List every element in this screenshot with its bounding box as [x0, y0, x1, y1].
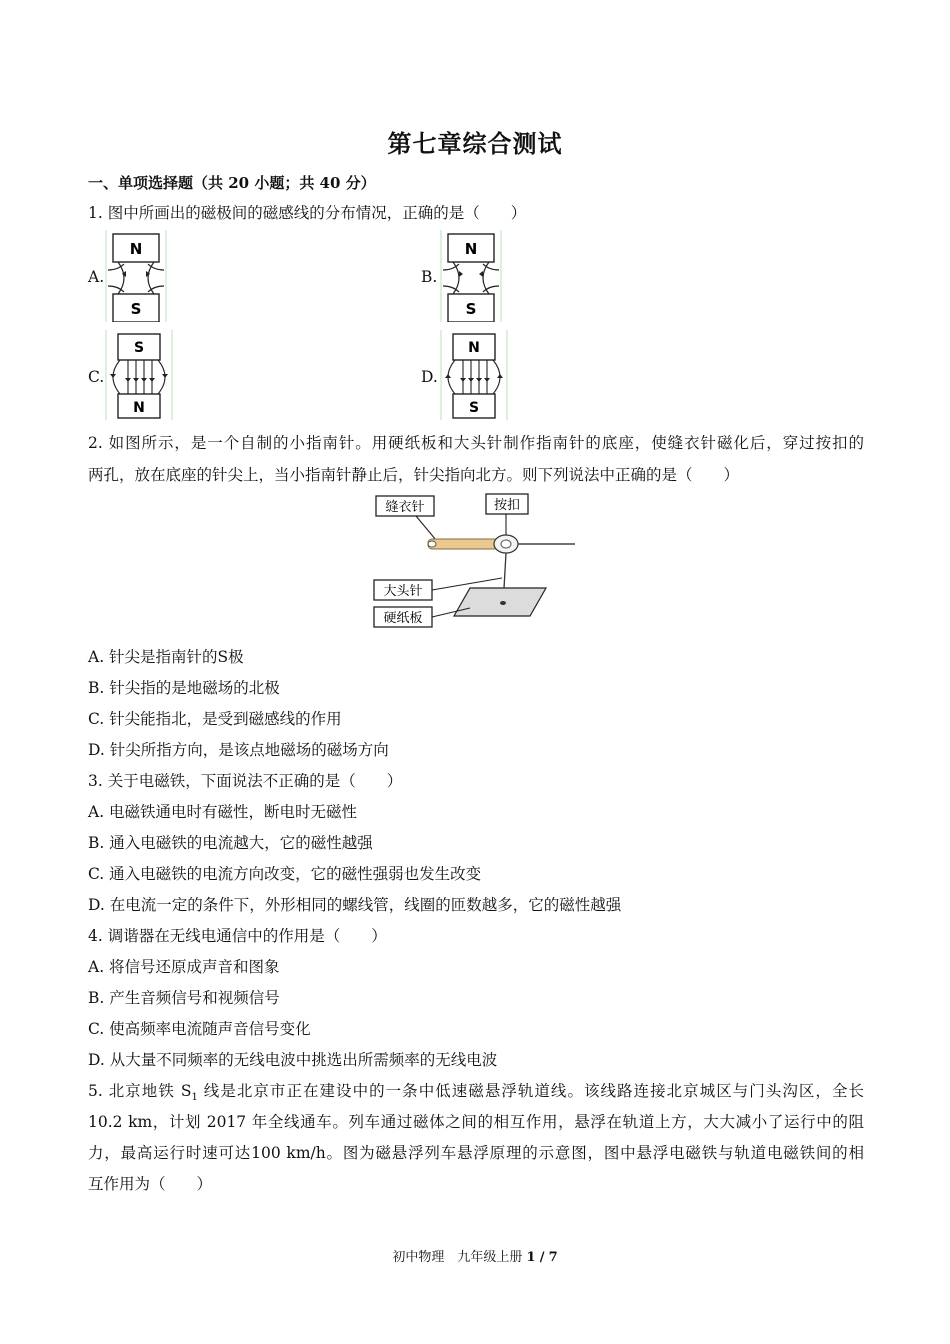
q1-option-d-label: D. [421, 368, 438, 386]
arrow-icon [476, 378, 482, 382]
page-title: 第七章综合测试 [387, 129, 563, 158]
q4-option-b: B. 产生音频信号和视频信号 [88, 989, 280, 1007]
footer-page-number: 1 [526, 1250, 536, 1265]
q3-option-c: C. 通入电磁铁的电流方向改变，它的磁性强弱也发生改变 [88, 865, 482, 883]
arrow-icon [125, 378, 131, 382]
q4-option-a: A. 将信号还原成声音和图象 [88, 958, 280, 976]
snap-label: 按扣 [493, 498, 521, 513]
q1-option-b-label: B. [421, 268, 438, 286]
page-footer [0, 1246, 950, 1265]
pole-top-label: N [464, 240, 478, 258]
q1-figure-b [439, 230, 503, 322]
q2-stem-line2: 两孔，放在底座的针尖上，当小指南针静止后，针尖指向北方。则下列说法中正确的是（ ） [88, 466, 740, 484]
section-heading: 一、单项选择题（共 20 小题；共 40 分） [88, 174, 376, 192]
arrow-icon [468, 378, 474, 382]
q3-option-d: D. 在电流一定的条件下，外形相同的螺线管，线圈的匝数越多，它的磁性越强 [88, 896, 622, 914]
q1-option-a-label: A. [88, 268, 105, 286]
q2-compass-figure [370, 490, 580, 632]
q2-option-a: A. 针尖是指南针的S极 [88, 648, 244, 666]
arrow-icon [149, 378, 155, 382]
pole-bottom-label: S [130, 300, 142, 318]
arrow-icon [459, 271, 463, 277]
q3-stem: 3. 关于电磁铁，下面说法不正确的是（ ） [88, 772, 403, 790]
q5-stem-line4: 互作用为（ ） [88, 1175, 213, 1193]
q1-option-c-label: C. [88, 368, 105, 386]
q5-stem-line2: 10.2 km，计划 2017 年全线通车。列车通过磁体之间的相互作用，悬浮在轨道上方，大大减小了运行中的阻 [88, 1113, 864, 1131]
card-label: 硬纸板 [383, 611, 423, 626]
footer-subject: 初中物理 九年级上册 [392, 1250, 523, 1265]
arrow-icon [133, 378, 139, 382]
pole-top-label: S [133, 340, 145, 356]
pole-bottom-label: S [468, 400, 480, 416]
q4-stem: 4. 调谐器在无线电通信中的作用是（ ） [88, 927, 387, 945]
pole-top-label: N [468, 340, 480, 356]
q2-option-b: B. 针尖指的是地磁场的北极 [88, 679, 280, 697]
needle-label: 缝衣针 [385, 500, 425, 515]
cardboard-base [454, 588, 546, 616]
q2-option-d: D. 针尖所指方向，是该点地磁场的磁场方向 [88, 741, 389, 759]
q3-option-a: A. 电磁铁通电时有磁性，断电时无磁性 [88, 803, 358, 821]
arrow-icon [141, 378, 147, 382]
footer-total-pages: 7 [548, 1250, 558, 1265]
arrow-icon [445, 374, 451, 378]
arrow-icon [497, 374, 503, 378]
arrow-icon [162, 374, 168, 378]
q1-figure-d [439, 330, 509, 420]
q1-figure-a [104, 230, 168, 322]
arrow-icon [110, 374, 116, 378]
sewing-needle [428, 539, 498, 549]
q2-stem-line1: 2. 如图所示，是一个自制的小指南针。用硬纸板和大头针制作指南针的底座，使缝衣针磁化后，穿过按扣的 [88, 434, 864, 452]
q1-figure-c [104, 330, 174, 420]
footer-separator: / [539, 1250, 545, 1265]
q2-option-c: C. 针尖能指北，是受到磁感线的作用 [88, 710, 342, 728]
pole-top-label: N [129, 240, 143, 258]
q1-stem: 1. 图中所画出的磁极间的磁感线的分布情况，正确的是（ ） [88, 204, 527, 222]
q5-stem-line3: 力，最高运行时速可达100 km/h。图为磁悬浮列车悬浮原理的示意图，图中悬浮电磁铁与轨道电磁铁间的相 [88, 1144, 864, 1162]
pole-bottom-label: N [133, 400, 145, 416]
arrow-icon [460, 378, 466, 382]
arrow-icon [484, 378, 490, 382]
q4-option-d: D. 从大量不同频率的无线电波中挑选出所需频率的无线电波 [88, 1051, 498, 1069]
arrow-icon [479, 271, 483, 277]
q5-stem-line1: 5. 北京地铁 $S_1$ 线是北京市正在建设中的一条中低速磁悬浮轨道线。该线路连接北京城区与门头沟区，全长 [88, 1082, 864, 1104]
q3-option-b: B. 通入电磁铁的电流越大，它的磁性越强 [88, 834, 373, 852]
pole-bottom-label: S [465, 300, 477, 318]
pin-label: 大头针 [383, 584, 423, 599]
q4-option-c: C. 使高频率电流随声音信号变化 [88, 1020, 311, 1038]
